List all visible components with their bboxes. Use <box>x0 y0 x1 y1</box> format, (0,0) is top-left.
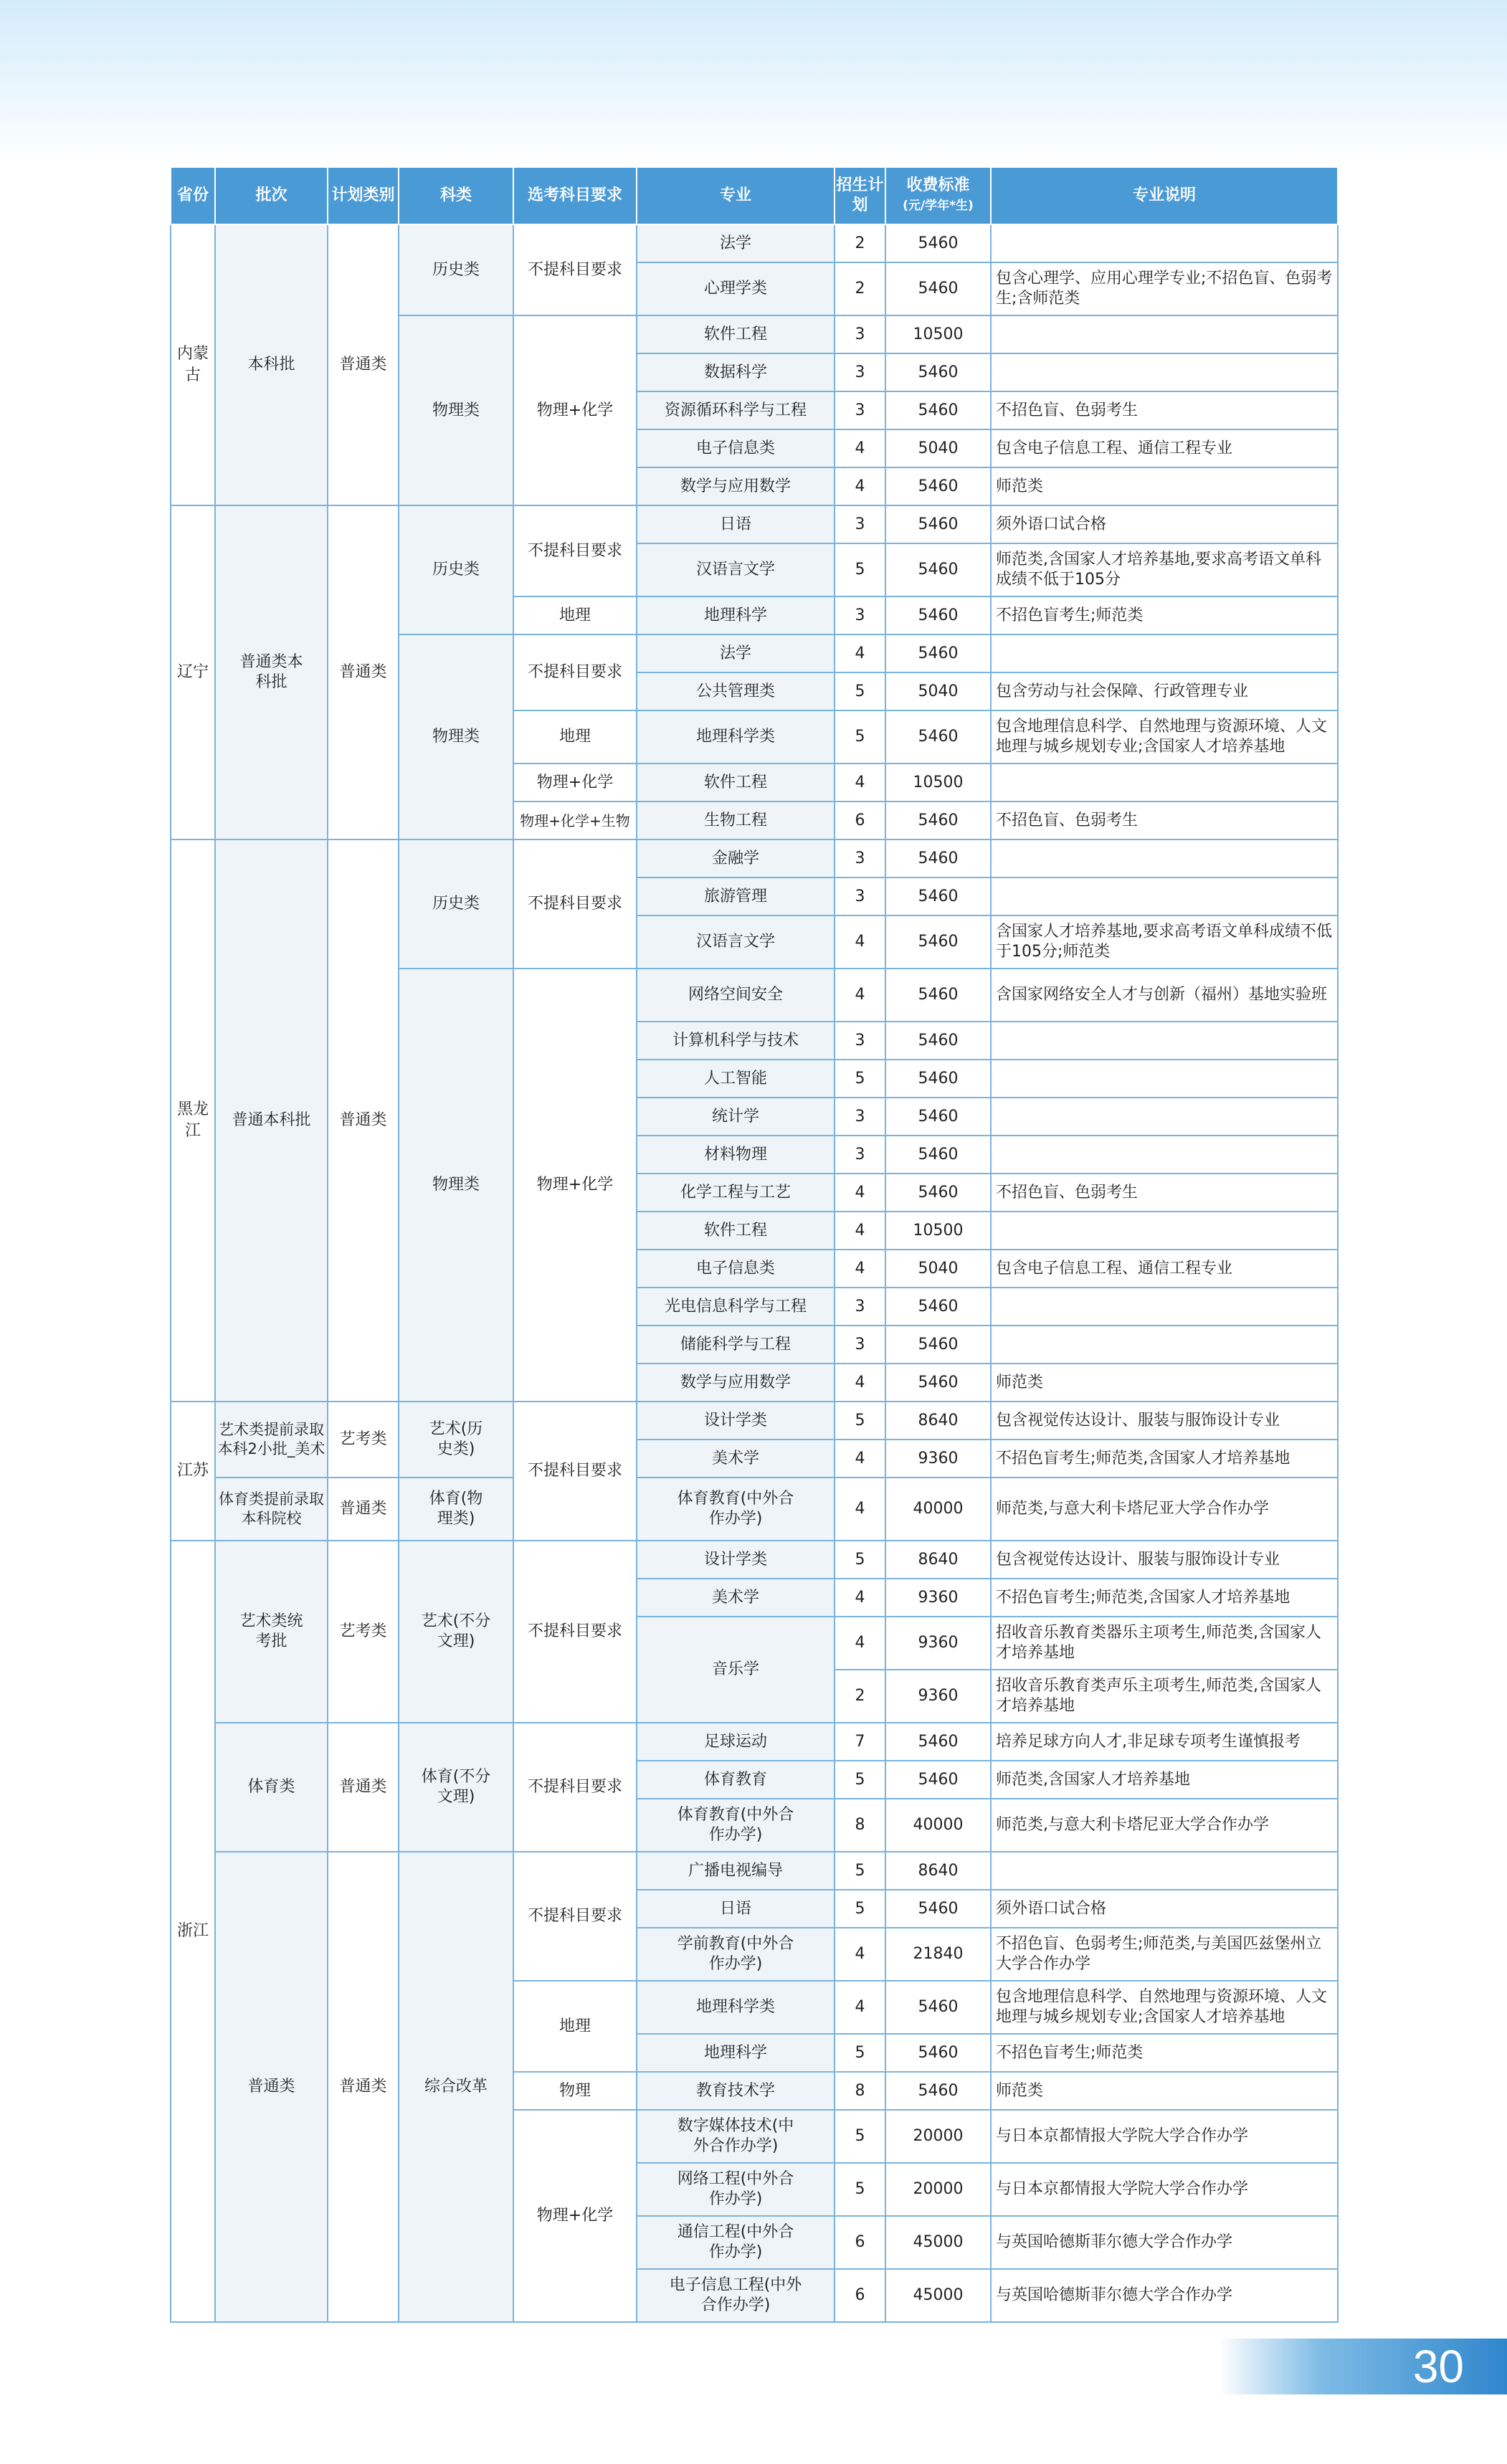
category-cell: 艺术(历史类) <box>399 1402 513 1478</box>
enroll-cell: 3 <box>835 839 885 877</box>
fee-cell: 5040 <box>885 1250 991 1288</box>
enroll-cell: 3 <box>835 877 885 915</box>
fee-cell: 20000 <box>885 2163 991 2216</box>
enroll-cell: 3 <box>835 1136 885 1174</box>
major-cell: 光电信息科学与工程 <box>637 1288 835 1326</box>
subject-req-cell: 物理+化学+生物 <box>513 801 637 839</box>
fee-cell: 5460 <box>885 1890 991 1928</box>
major-cell: 心理学类 <box>637 262 835 315</box>
major-cell: 数据科学 <box>637 353 835 391</box>
major-cell: 设计学类 <box>637 1402 835 1440</box>
subject-req-cell: 不提科目要求 <box>513 1541 637 1723</box>
fee-cell: 5460 <box>885 353 991 391</box>
note-cell <box>991 1022 1338 1060</box>
enroll-cell: 3 <box>835 1326 885 1364</box>
major-cell: 日语 <box>637 1890 835 1928</box>
enroll-cell: 3 <box>835 1098 885 1136</box>
category-cell: 艺术(不分文理) <box>399 1541 513 1723</box>
category-cell: 综合改革 <box>399 1852 513 2322</box>
major-cell: 学前教育(中外合作办学) <box>637 1928 835 1981</box>
note-cell: 与日本京都情报大学院大学合作办学 <box>991 2163 1338 2216</box>
fee-cell: 5460 <box>885 224 991 262</box>
subject-req-cell: 不提科目要求 <box>513 224 637 315</box>
major-cell: 电子信息类 <box>637 1250 835 1288</box>
enroll-cell: 3 <box>835 353 885 391</box>
category-cell: 历史类 <box>399 224 513 315</box>
major-cell: 人工智能 <box>637 1060 835 1098</box>
enroll-cell: 4 <box>835 1617 885 1670</box>
enroll-cell: 4 <box>835 1478 885 1541</box>
fee-cell: 5460 <box>885 543 991 596</box>
subject-req-cell: 物理+化学 <box>513 315 637 505</box>
province-cell: 辽宁 <box>171 505 215 839</box>
note-cell <box>991 1852 1338 1890</box>
note-cell <box>991 877 1338 915</box>
fee-cell: 45000 <box>885 2269 991 2322</box>
major-cell: 公共管理类 <box>637 672 835 710</box>
major-cell: 数字媒体技术(中外合作办学) <box>637 2110 835 2163</box>
note-cell: 不招色盲、色弱考生 <box>991 391 1338 429</box>
fee-cell: 10500 <box>885 764 991 801</box>
major-cell: 储能科学与工程 <box>637 1326 835 1364</box>
header-fee-label: 收费标准 <box>906 176 970 194</box>
note-cell <box>991 764 1338 801</box>
note-cell: 培养足球方向人才,非足球专项考生谨慎报考 <box>991 1723 1338 1761</box>
header-fee-unit: (元/学年*生) <box>903 199 974 213</box>
fee-cell: 5460 <box>885 839 991 877</box>
note-cell <box>991 634 1338 672</box>
subject-req-cell: 不提科目要求 <box>513 1852 637 1981</box>
note-cell: 须外语口试合格 <box>991 1890 1338 1928</box>
major-cell: 统计学 <box>637 1098 835 1136</box>
table-row <box>171 1541 1338 1579</box>
major-cell: 设计学类 <box>637 1541 835 1579</box>
subject-req-cell: 地理 <box>513 596 637 634</box>
note-cell <box>991 1136 1338 1174</box>
note-cell: 师范类,与意大利卡塔尼亚大学合作办学 <box>991 1799 1338 1852</box>
header-batch: 批次 <box>215 167 328 224</box>
category-cell: 体育(不分文理) <box>399 1723 513 1852</box>
note-cell <box>991 1060 1338 1098</box>
category-cell: 物理类 <box>399 315 513 505</box>
note-cell: 须外语口试合格 <box>991 505 1338 543</box>
enroll-cell: 4 <box>835 467 885 505</box>
enroll-cell: 5 <box>835 1541 885 1579</box>
fee-cell: 8640 <box>885 1402 991 1440</box>
major-cell: 化学工程与工艺 <box>637 1174 835 1212</box>
plan-type-cell: 普通类 <box>328 1852 399 2322</box>
fee-cell: 40000 <box>885 1799 991 1852</box>
enroll-cell: 4 <box>835 1364 885 1402</box>
enroll-cell: 2 <box>835 262 885 315</box>
note-cell <box>991 315 1338 353</box>
fee-cell: 10500 <box>885 315 991 353</box>
note-cell: 师范类 <box>991 467 1338 505</box>
major-cell: 电子信息工程(中外合作办学) <box>637 2269 835 2322</box>
major-cell: 日语 <box>637 505 835 543</box>
major-cell: 体育教育(中外合作办学) <box>637 1478 835 1541</box>
enroll-cell: 5 <box>835 1761 885 1799</box>
fee-cell: 5460 <box>885 1723 991 1761</box>
major-cell: 金融学 <box>637 839 835 877</box>
major-cell: 电子信息类 <box>637 429 835 467</box>
major-cell: 汉语言文学 <box>637 915 835 969</box>
table-row <box>171 1852 1338 1890</box>
header-enroll: 招生计划 <box>835 167 885 224</box>
enroll-cell: 4 <box>835 1250 885 1288</box>
enroll-cell: 7 <box>835 1723 885 1761</box>
fee-cell: 9360 <box>885 1579 991 1617</box>
batch-cell: 普通类本科批 <box>215 505 328 839</box>
enroll-cell: 4 <box>835 1928 885 1981</box>
enroll-cell: 5 <box>835 1402 885 1440</box>
fee-cell: 5460 <box>885 1098 991 1136</box>
subject-req-cell: 物理+化学 <box>513 764 637 801</box>
plan-type-cell: 普通类 <box>328 505 399 839</box>
enroll-cell: 4 <box>835 1981 885 2034</box>
plan-type-cell: 艺考类 <box>328 1402 399 1478</box>
major-cell: 教育技术学 <box>637 2072 835 2110</box>
major-cell: 生物工程 <box>637 801 835 839</box>
note-cell: 与日本京都情报大学院大学合作办学 <box>991 2110 1338 2163</box>
fee-cell: 5460 <box>885 2072 991 2110</box>
fee-cell: 5040 <box>885 672 991 710</box>
header-gradient-band <box>0 0 1507 165</box>
enroll-cell: 5 <box>835 2110 885 2163</box>
enroll-cell: 5 <box>835 1890 885 1928</box>
fee-cell: 5460 <box>885 391 991 429</box>
plan-type-cell: 普通类 <box>328 1478 399 1541</box>
province-cell: 黑龙江 <box>171 839 215 1402</box>
note-cell <box>991 1098 1338 1136</box>
subject-req-cell: 不提科目要求 <box>513 1402 637 1541</box>
major-cell: 数学与应用数学 <box>637 467 835 505</box>
enroll-cell: 6 <box>835 2269 885 2322</box>
enroll-cell: 3 <box>835 391 885 429</box>
major-cell: 地理科学 <box>637 2034 835 2072</box>
note-cell: 包含地理信息科学、自然地理与资源环境、人文地理与城乡规划专业;含国家人才培养基地 <box>991 710 1338 764</box>
enroll-cell: 6 <box>835 801 885 839</box>
enroll-cell: 6 <box>835 2216 885 2269</box>
province-cell: 内蒙古 <box>171 224 215 505</box>
major-cell: 法学 <box>637 224 835 262</box>
note-cell: 师范类 <box>991 2072 1338 2110</box>
table-row <box>171 1478 1338 1541</box>
major-cell: 软件工程 <box>637 1212 835 1250</box>
note-cell: 师范类,含国家人才培养基地,要求高考语文单科成绩不低于105分 <box>991 543 1338 596</box>
major-cell: 旅游管理 <box>637 877 835 915</box>
major-cell: 体育教育 <box>637 1761 835 1799</box>
note-cell <box>991 353 1338 391</box>
major-cell: 体育教育(中外合作办学) <box>637 1799 835 1852</box>
category-cell: 历史类 <box>399 505 513 634</box>
note-cell: 含国家网络安全人才与创新（福州）基地实验班 <box>991 969 1338 1022</box>
batch-cell: 普通本科批 <box>215 839 328 1402</box>
fee-cell: 5460 <box>885 1761 991 1799</box>
subject-req-cell: 不提科目要求 <box>513 634 637 710</box>
table-row <box>171 839 1338 877</box>
note-cell: 不招色盲考生;师范类,含国家人才培养基地 <box>991 1440 1338 1478</box>
table-row <box>171 1402 1338 1440</box>
note-cell: 不招色盲考生;师范类,含国家人才培养基地 <box>991 1579 1338 1617</box>
major-cell: 数学与应用数学 <box>637 1364 835 1402</box>
enroll-cell: 5 <box>835 672 885 710</box>
plan-table <box>170 166 1339 2323</box>
enroll-cell: 5 <box>835 1060 885 1098</box>
fee-cell: 5460 <box>885 2034 991 2072</box>
enroll-cell: 5 <box>835 543 885 596</box>
enroll-cell: 5 <box>835 2163 885 2216</box>
note-cell: 包含电子信息工程、通信工程专业 <box>991 1250 1338 1288</box>
note-cell: 不招色盲考生;师范类 <box>991 596 1338 634</box>
major-cell: 汉语言文学 <box>637 543 835 596</box>
note-cell: 与英国哈德斯菲尔德大学合作办学 <box>991 2269 1338 2322</box>
note-cell: 不招色盲考生;师范类 <box>991 2034 1338 2072</box>
enroll-cell: 4 <box>835 634 885 672</box>
plan-type-cell: 普通类 <box>328 839 399 1402</box>
batch-cell: 本科批 <box>215 224 328 505</box>
enroll-cell: 4 <box>835 1440 885 1478</box>
fee-cell: 5460 <box>885 1174 991 1212</box>
enroll-cell: 3 <box>835 505 885 543</box>
fee-cell: 5460 <box>885 969 991 1022</box>
subject-req-cell: 不提科目要求 <box>513 839 637 969</box>
enroll-cell: 4 <box>835 1579 885 1617</box>
enroll-cell: 8 <box>835 2072 885 2110</box>
major-cell: 资源循环科学与工程 <box>637 391 835 429</box>
major-cell: 地理科学 <box>637 596 835 634</box>
enroll-cell: 4 <box>835 764 885 801</box>
enroll-cell: 2 <box>835 1670 885 1723</box>
major-cell: 地理科学类 <box>637 710 835 764</box>
page-number: 30 <box>1412 2341 1464 2392</box>
fee-cell: 9360 <box>885 1617 991 1670</box>
table-row <box>171 505 1338 543</box>
note-cell: 包含心理学、应用心理学专业;不招色盲、色弱考生;含师范类 <box>991 262 1338 315</box>
plan-type-cell: 普通类 <box>328 1723 399 1852</box>
fee-cell: 5460 <box>885 1022 991 1060</box>
enroll-cell: 3 <box>835 1288 885 1326</box>
note-cell: 与英国哈德斯菲尔德大学合作办学 <box>991 2216 1338 2269</box>
subject-req-cell: 地理 <box>513 1981 637 2072</box>
enroll-cell: 2 <box>835 224 885 262</box>
fee-cell: 5460 <box>885 1136 991 1174</box>
fee-cell: 9360 <box>885 1670 991 1723</box>
subject-req-cell: 物理+化学 <box>513 969 637 1402</box>
fee-cell: 5460 <box>885 1326 991 1364</box>
major-cell: 软件工程 <box>637 315 835 353</box>
batch-cell: 艺术类提前录取本科2小批_美术 <box>215 1402 328 1478</box>
province-cell: 江苏 <box>171 1402 215 1541</box>
note-cell: 师范类,含国家人才培养基地 <box>991 1761 1338 1799</box>
category-cell: 物理类 <box>399 634 513 839</box>
fee-cell: 5460 <box>885 1060 991 1098</box>
enroll-cell: 4 <box>835 969 885 1022</box>
table-row <box>171 1723 1338 1761</box>
note-cell <box>991 1288 1338 1326</box>
category-cell: 历史类 <box>399 839 513 969</box>
fee-cell: 9360 <box>885 1440 991 1478</box>
subject-req-cell: 物理 <box>513 2072 637 2110</box>
fee-cell: 8640 <box>885 1541 991 1579</box>
note-cell: 包含地理信息科学、自然地理与资源环境、人文地理与城乡规划专业;含国家人才培养基地 <box>991 1981 1338 2034</box>
note-cell: 师范类,与意大利卡塔尼亚大学合作办学 <box>991 1478 1338 1541</box>
header-province: 省份 <box>171 167 215 224</box>
table-header-row <box>171 167 1338 224</box>
enroll-cell: 4 <box>835 1174 885 1212</box>
note-cell: 包含劳动与社会保障、行政管理专业 <box>991 672 1338 710</box>
major-cell: 法学 <box>637 634 835 672</box>
enroll-cell: 3 <box>835 315 885 353</box>
fee-cell: 5460 <box>885 596 991 634</box>
fee-cell: 5460 <box>885 1288 991 1326</box>
major-cell: 地理科学类 <box>637 1981 835 2034</box>
fee-cell: 5460 <box>885 505 991 543</box>
subject-req-cell: 不提科目要求 <box>513 1723 637 1852</box>
fee-cell: 5460 <box>885 1981 991 2034</box>
note-cell: 师范类 <box>991 1364 1338 1402</box>
plan-type-cell: 普通类 <box>328 224 399 505</box>
fee-cell: 5460 <box>885 262 991 315</box>
fee-cell: 10500 <box>885 1212 991 1250</box>
note-cell <box>991 1212 1338 1250</box>
note-cell: 不招色盲、色弱考生 <box>991 801 1338 839</box>
note-cell: 包含视觉传达设计、服装与服饰设计专业 <box>991 1541 1338 1579</box>
fee-cell: 21840 <box>885 1928 991 1981</box>
fee-cell: 45000 <box>885 2216 991 2269</box>
header-category: 科类 <box>399 167 513 224</box>
note-cell: 招收音乐教育类声乐主项考生,师范类,含国家人才培养基地 <box>991 1670 1338 1723</box>
fee-cell: 20000 <box>885 2110 991 2163</box>
fee-cell: 5040 <box>885 429 991 467</box>
note-cell: 包含视觉传达设计、服装与服饰设计专业 <box>991 1402 1338 1440</box>
header-note: 专业说明 <box>991 167 1338 224</box>
major-cell: 网络工程(中外合作办学) <box>637 2163 835 2216</box>
note-cell: 不招色盲、色弱考生 <box>991 1174 1338 1212</box>
enroll-cell: 5 <box>835 2034 885 2072</box>
header-subject-req: 选考科目要求 <box>513 167 637 224</box>
fee-cell: 5460 <box>885 801 991 839</box>
category-cell: 物理类 <box>399 969 513 1402</box>
fee-cell: 5460 <box>885 915 991 969</box>
major-cell: 软件工程 <box>637 764 835 801</box>
page-number-bar <box>1219 2339 1507 2394</box>
note-cell <box>991 1326 1338 1364</box>
major-cell: 网络空间安全 <box>637 969 835 1022</box>
table-row <box>171 224 1338 262</box>
major-cell: 音乐学 <box>637 1617 835 1723</box>
fee-cell: 5460 <box>885 877 991 915</box>
header-major: 专业 <box>637 167 835 224</box>
plan-type-cell: 艺考类 <box>328 1541 399 1723</box>
note-cell: 含国家人才培养基地,要求高考语文单科成绩不低于105分;师范类 <box>991 915 1338 969</box>
major-cell: 计算机科学与技术 <box>637 1022 835 1060</box>
fee-cell: 40000 <box>885 1478 991 1541</box>
batch-cell: 体育类提前录取本科院校 <box>215 1478 328 1541</box>
enroll-cell: 3 <box>835 1022 885 1060</box>
major-cell: 美术学 <box>637 1440 835 1478</box>
batch-cell: 体育类 <box>215 1723 328 1852</box>
major-cell: 美术学 <box>637 1579 835 1617</box>
enroll-cell: 8 <box>835 1799 885 1852</box>
major-cell: 广播电视编导 <box>637 1852 835 1890</box>
note-cell <box>991 839 1338 877</box>
fee-cell: 5460 <box>885 634 991 672</box>
note-cell: 不招色盲、色弱考生;师范类,与美国匹兹堡州立大学合作办学 <box>991 1928 1338 1981</box>
fee-cell: 5460 <box>885 1364 991 1402</box>
subject-req-cell: 不提科目要求 <box>513 505 637 596</box>
category-cell: 体育(物理类) <box>399 1478 513 1541</box>
header-fee <box>885 167 991 224</box>
admission-plan-table <box>170 166 1337 2323</box>
note-cell: 招收音乐教育类器乐主项考生,师范类,含国家人才培养基地 <box>991 1617 1338 1670</box>
fee-cell: 5460 <box>885 710 991 764</box>
batch-cell: 艺术类统考批 <box>215 1541 328 1723</box>
enroll-cell: 4 <box>835 915 885 969</box>
major-cell: 材料物理 <box>637 1136 835 1174</box>
enroll-cell: 5 <box>835 710 885 764</box>
batch-cell: 普通类 <box>215 1852 328 2322</box>
major-cell: 通信工程(中外合作办学) <box>637 2216 835 2269</box>
header-plan-type: 计划类别 <box>328 167 399 224</box>
enroll-cell: 5 <box>835 1852 885 1890</box>
enroll-cell: 3 <box>835 596 885 634</box>
fee-cell: 5460 <box>885 467 991 505</box>
subject-req-cell: 物理+化学 <box>513 2110 637 2322</box>
subject-req-cell: 地理 <box>513 710 637 764</box>
enroll-cell: 4 <box>835 1212 885 1250</box>
note-cell: 包含电子信息工程、通信工程专业 <box>991 429 1338 467</box>
enroll-cell: 4 <box>835 429 885 467</box>
major-cell: 足球运动 <box>637 1723 835 1761</box>
province-cell: 浙江 <box>171 1541 215 2322</box>
note-cell <box>991 224 1338 262</box>
fee-cell: 8640 <box>885 1852 991 1890</box>
